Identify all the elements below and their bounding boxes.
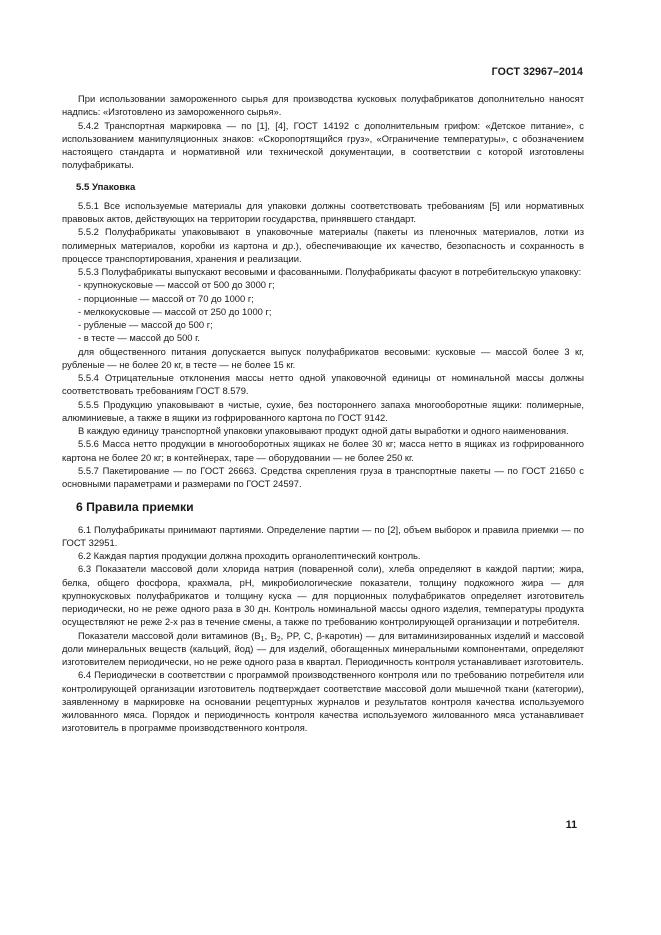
vitamins-text-start: Показатели массовой доли витаминов (B [78, 629, 261, 641]
document-id-header: ГОСТ 32967–2014 [491, 66, 583, 78]
section-heading-6: 6 Правила приемки [76, 500, 194, 515]
paragraph-6-3-vitamins [62, 629, 584, 669]
paragraph-5-5-6: 5.5.6 Масса нетто продукции в многооборотных ящиках не более 30 кг; масса нетто в ящиках из гофрированного картона не более 20 кг; в контейнерах, таре — оборудовании — не более 250 кг. [62, 438, 584, 463]
vitamins-text-mid: , B [264, 629, 277, 641]
paragraph-5-5-5-continued: В каждую единицу транспортной упаковки упаковывают продукт одной даты выработки и одного наименования. [78, 425, 569, 436]
list-item: - мелкокусковые — массой от 250 до 1000 г; [78, 305, 272, 317]
paragraph-5-5-3: 5.5.3 Полуфабрикаты выпускают весовыми и фасованными. Полуфабрикаты фасуют в потребительскую упаковку: [78, 266, 582, 277]
paragraph-5-5-7: 5.5.7 Пакетирование — по ГОСТ 26663. Средства скрепления груза в транспортные пакеты — по ГОСТ 21650 с основными параметрами и размерами по ГОСТ 24597. [62, 464, 584, 489]
list-item: - крупнокусковые — массой от 500 до 3000 г; [78, 279, 275, 291]
subscript-1: 1 [260, 635, 265, 643]
paragraph-frozen-raw-material: При использовании замороженного сырья для производства кусковых полуфабрикатов дополнительно наносят надпись: «Изготовлено из замороженного сырья». [62, 93, 584, 118]
paragraph-5-5-1: 5.5.1 Все используемые материалы для упаковки должны соответствовать требованиям [5] или нормативных правовых актов, действующих на территории государства, принявшего стандарт. [62, 199, 584, 224]
paragraph-5-5-4: 5.5.4 Отрицательные отклонения массы нетто одной упаковочной единицы от номинальной массы должны соответствовать требованиям ГОСТ 8.579. [62, 372, 584, 397]
paragraph-6-2: 6.2 Каждая партия продукции должна проходить органолептический контроль. [78, 550, 421, 561]
list-item: - рубленые — массой до 500 г; [78, 319, 213, 330]
subscript-2: 2 [276, 635, 281, 643]
paragraph-6-4: 6.4 Периодически в соответствии с программой производственного контроля или по требованию потребителя или контролирующей организации изготовитель подтверждает соответствие массовой доли мышечной ткани (категории), заявленному в маркировке на основании рецептурных журналов и результатов контроля качества используемого жилованного мяса. Порядок и периодичность контроля качества используемого жилованного мяса устанавливает изготовитель в программе производственного контроля. [62, 669, 584, 734]
paragraph-6-1: 6.1 Полуфабрикаты принимают партиями. Определение партии — по [2], объем выборок и правила приемки — по ГОСТ 32951. [62, 523, 584, 548]
document-body [62, 92, 584, 735]
page-number: 11 [565, 819, 577, 831]
vitamins-text-end: , PP, C, β-каротин) — для витаминизированных изделий и массовой доли минеральных веществ (кальций, йод) — для изделий, обогащенных минеральными компонентами, определяют изготовителем периодически, но не реже одного раза в квартал. Периодичность контроля устанавливает изготовитель. [62, 629, 585, 667]
list-item: - в тесте — массой до 500 г. [78, 332, 200, 344]
paragraph-6-3: 6.3 Показатели массовой доли хлорида натрия (поваренной соли), хлеба определяют в каждой партии; жира, белка, общего фосфора, крахмала, pH, микробиологические показатели, толщину подкожного жира — для крупнокусковых полуфабрикатов и толщину куска — для порционных полуфабрикатов определяет изготовитель периодически, но не реже одного раза в 30 дн. Контроль номинальной массы одного изделия, температуры продукта осуществляют не реже 2-х раз в течение смены, а также по требованию контролирующей организации и потребителя. [62, 563, 584, 628]
list-item: - порционные — массой от 70 до 1000 г; [78, 292, 254, 304]
paragraph-public-catering: для общественного питания допускается выпуск полуфабрикатов весовыми: кусковые — массой более 3 кг, рубленые — не более 20 кг, в тесте — не более 15 кг. [62, 345, 584, 370]
paragraph-5-5-5: 5.5.5 Продукцию упаковывают в чистые, сухие, без постороннего запаха многооборотные ящики: полимерные, алюминиевые, а также в ящики из гофрированного картона по ГОСТ 9142. [62, 398, 584, 423]
paragraph-5-5-2: 5.5.2 Полуфабрикаты упаковывают в упаковочные материалы (пакеты из пленочных материалов, лотки из полимерных материалов, коробки из картона и др.), обеспечивающие их качество, безопасность и сохранность в процессе транспортирования, хранения и реализации. [62, 226, 584, 264]
section-heading-5-5: 5.5 Упаковка [76, 181, 136, 193]
paragraph-5-4-2: 5.4.2 Транспортная маркировка — по [1], [4], ГОСТ 14192 с дополнительным грифом: «Детское питание», с использованием манипуляционных знаков: «Скоропортящийся груз», «Ограничение температуры», с обозначением настоящего стандарта и нормативной или технической документации, в соответствии с которой изготовлены полуфабрикаты. [62, 119, 584, 171]
